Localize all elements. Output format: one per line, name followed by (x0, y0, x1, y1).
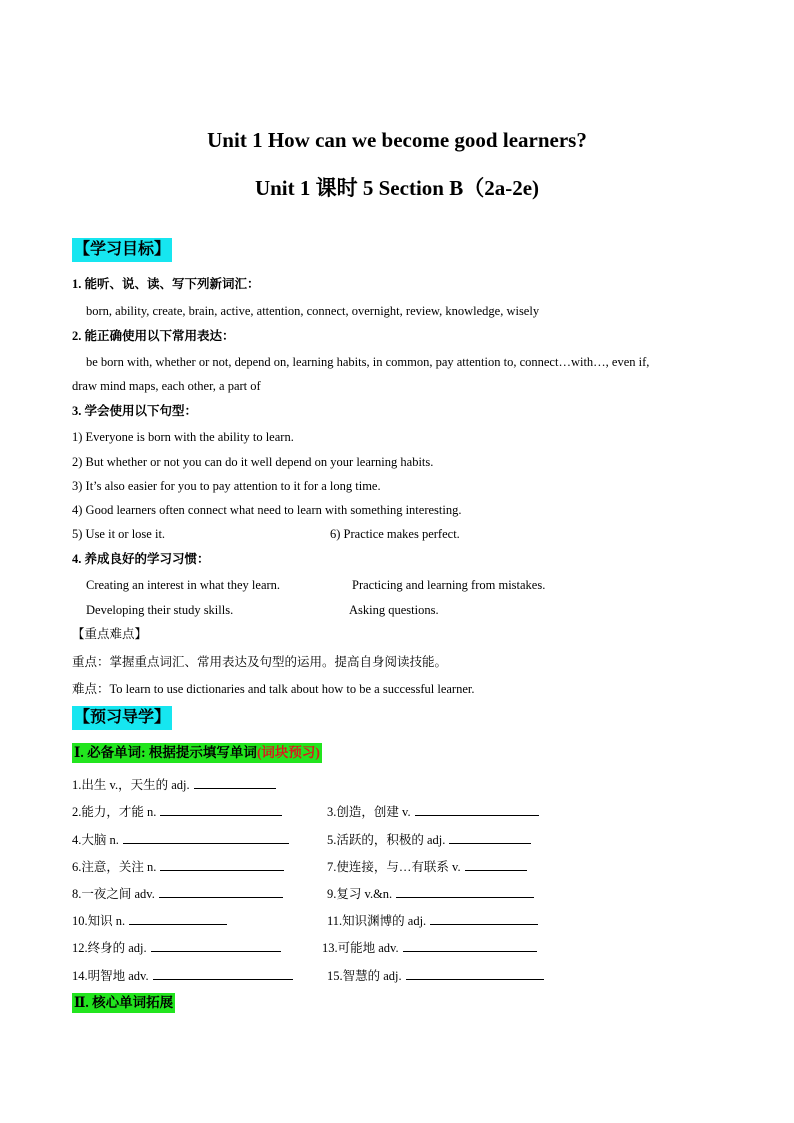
answer-blank[interactable] (430, 912, 538, 925)
objective-2-text-line2: draw mind maps, each other, a part of (72, 379, 261, 393)
answer-blank[interactable] (406, 967, 544, 980)
answer-blank[interactable] (449, 831, 531, 844)
section-2-header: Ⅱ. 核心单词拓展 (72, 993, 175, 1013)
answer-blank[interactable] (123, 831, 289, 844)
answer-blank[interactable] (129, 912, 227, 925)
sentence-item: 5) Use it or lose it. (72, 527, 166, 541)
habit-item: Practicing and learning from mistakes. (352, 578, 546, 592)
sentence-item: 6) Practice makes perfect. (330, 527, 460, 541)
vocab-item: 15.智慧的 adj. (327, 967, 544, 984)
objective-2-text-line1: be born with, whether or not, depend on, learning habits, in common, pay attention to, connect…with…, even if, (86, 355, 650, 369)
section-1-header (72, 743, 322, 763)
section-1-note: (词块预习) (256, 745, 320, 760)
preview-header: 【预习导学】 (72, 706, 172, 730)
vocab-item: 6.注意，关注 n. (72, 858, 284, 875)
objective-1-text: born, ability, create, brain, active, attention, connect, overnight, review, knowledge, wisely (86, 304, 540, 318)
vocab-item: 8.一夜之间 adv. (72, 885, 283, 902)
habit-item: Creating an interest in what they learn. (86, 578, 281, 592)
vocab-item: 5.活跃的，积极的 adj. (327, 831, 531, 848)
vocab-item: 3.创造，创建 v. (327, 803, 539, 820)
vocab-item: 10.知识 n. (72, 912, 227, 929)
answer-blank[interactable] (151, 939, 281, 952)
objective-4-heading: 4. 养成良好的学习习惯： (72, 552, 210, 566)
habit-item: Developing their study skills. (86, 603, 234, 617)
answer-blank[interactable] (160, 858, 284, 871)
vocab-item: 14.明智地 adv. (72, 967, 293, 984)
sentence-item: 2) But whether or not you can do it well depend on your learning habits. (72, 455, 434, 469)
sentence-item: 3) It’s also easier for you to pay attention to it for a long time. (72, 479, 381, 493)
difficulty-text: 难点：To learn to use dictionaries and talk about how to be a successful learner. (72, 682, 475, 696)
objective-1-heading: 1. 能听、说、读、写下列新词汇： (72, 277, 260, 291)
vocab-item: 4.大脑 n. (72, 831, 289, 848)
answer-blank[interactable] (159, 885, 283, 898)
vocab-item: 12.终身的 adj. (72, 939, 281, 956)
objective-2-heading: 2. 能正确使用以下常用表达： (72, 329, 235, 343)
objective-3-heading: 3. 学会使用以下句型： (72, 404, 198, 418)
habit-item: Asking questions. (349, 603, 439, 617)
sub-title: Unit 1 课时 5 Section B（2a-2e) (254, 176, 540, 200)
sentence-item: 4) Good learners often connect what need to learn with something interesting. (72, 503, 462, 517)
focus-text: 重点：掌握重点词汇、常用表达及句型的运用。提高自身阅读技能。 (72, 655, 448, 669)
vocab-item: 1.出生 v.，天生的 adj. (72, 776, 276, 793)
key-points-header: 【重点难点】 (72, 627, 148, 641)
sentence-item: 1) Everyone is born with the ability to learn. (72, 430, 294, 444)
answer-blank[interactable] (415, 803, 539, 816)
vocab-item: 11.知识渊博的 adj. (327, 912, 538, 929)
vocab-item: 9.复习 v.&n. (327, 885, 534, 902)
answer-blank[interactable] (396, 885, 534, 898)
answer-blank[interactable] (160, 803, 282, 816)
answer-blank[interactable] (465, 858, 527, 871)
section-1-label: Ⅰ. 必备单词: 根据提示填写单词 (74, 745, 257, 760)
vocab-item: 2.能力，才能 n. (72, 803, 282, 820)
objectives-header: 【学习目标】 (72, 238, 172, 262)
main-title: Unit 1 How can we become good learners? (207, 128, 587, 152)
answer-blank[interactable] (194, 776, 276, 789)
answer-blank[interactable] (153, 967, 293, 980)
answer-blank[interactable] (403, 939, 537, 952)
vocab-item: 7.使连接，与…有联系 v. (327, 858, 527, 875)
vocab-item: 13.可能地 adv. (322, 939, 537, 956)
